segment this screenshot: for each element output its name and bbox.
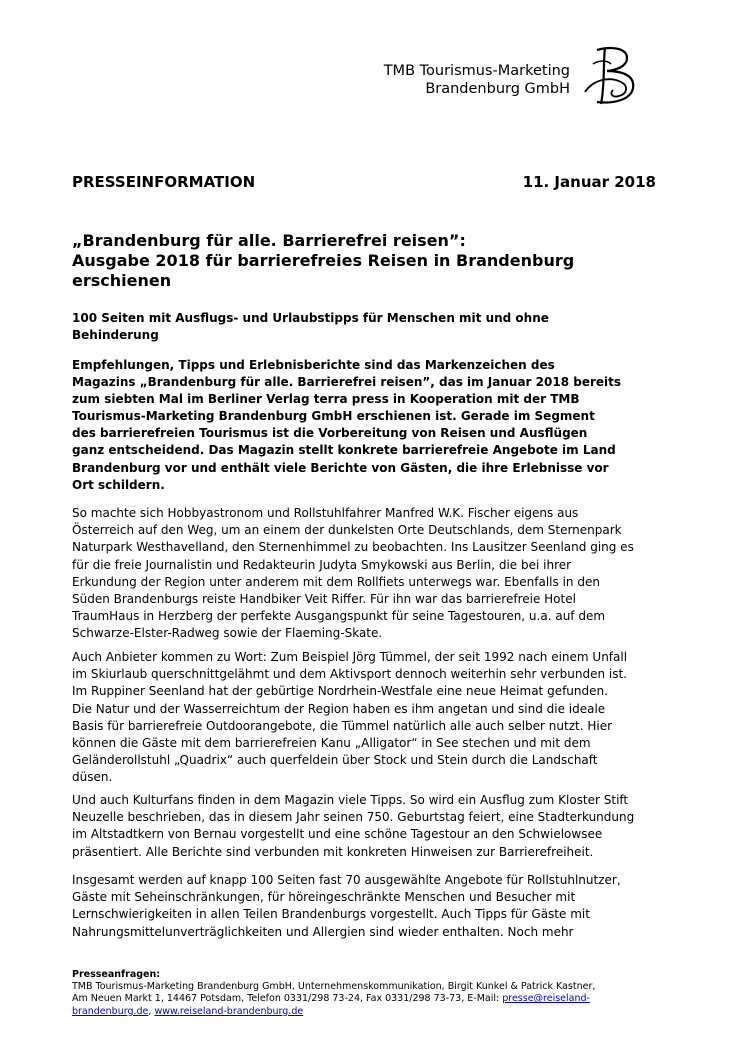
paragraph-line: Basis für barrierefreie Outdoorangebote, die Tümmel natürlich alle auch selber nutzt. Hier: [72, 718, 613, 733]
lead-line: Brandenburg vor und enthält viele Berichte von Gästen, die ihre Erlebnisse vor: [72, 460, 609, 475]
contact-address-text: Am Neuen Markt 1, 14467 Potsdam, Telefon 0331/298 73-24, Fax 0331/298 73-73, E-Mail:: [72, 993, 503, 1005]
press-date: 11. Januar 2018: [522, 173, 656, 191]
org-line-1: TMB Tourismus-Marketing: [383, 63, 570, 79]
headline-line: erschienen: [72, 271, 172, 290]
paragraph-line: präsentiert. Alle Berichte sind verbunden mit konkreten Hinweisen zur Barrierefreiheit.: [72, 844, 594, 859]
paragraph-line: Die Natur und der Wasserreichtum der Region haben es ihm angetan und sind die ideale: [72, 701, 606, 716]
paragraph-line: Und auch Kulturfans finden in dem Magazin viele Tipps. So wird ein Ausflug zum Kloster Stift: [72, 793, 629, 807]
press-contact-line: TMB Tourismus-Marketing Brandenburg GmbH, Unternehmenskommunikation, Birgit Kunkel & Patrick Kastner,: [72, 981, 596, 993]
press-contact-line: [72, 1006, 662, 1018]
paragraph-line: Neuzelle beschrieben, das in diesem Jahr seinen 750. Geburtstag feiert, eine Stadterkundung: [72, 810, 635, 825]
paragraph-line: Nahrungsmittelunverträglichkeiten und Allergien sind wieder enthalten. Noch mehr: [72, 924, 574, 939]
lead-line: Tourismus-Marketing Brandenburg GmbH erschienen ist. Gerade im Segment: [72, 409, 595, 424]
paragraph-line: Geländerollstuhl „Quadrix“ auch querfeldein über Stock und Stein durch die Landschaft: [72, 753, 598, 768]
subheadline: [72, 310, 612, 344]
paragraph-line: Auch Anbieter kommen zu Wort: Zum Beispiel Jörg Tümmel, der seit 1992 nach einem Unfall: [72, 650, 628, 664]
headline: [72, 231, 592, 291]
paragraph-line: Im Ruppiner Seenland hat der gebürtige Nordrhein-Westfale eine neue Heimat gefunden.: [72, 684, 608, 699]
press-contact-footer: [72, 969, 662, 1018]
subhead-line: Behinderung: [72, 328, 159, 342]
paragraph-line: düsen.: [72, 770, 113, 785]
headline-line: Ausgabe 2018 für barrierefreies Reisen in Brandenburg: [72, 251, 575, 270]
paragraph-line: können die Gäste mit dem barrierefreien Kanu „Alligator“ in See stechen und mit dem: [72, 736, 591, 751]
lead-paragraph: [72, 357, 656, 494]
paragraph-line: im Skiurlaub querschnittgelähmt und dem Aktivsport dennoch weiterhin sehr verbunden ist.: [72, 667, 627, 682]
paragraph-line: Naturpark Westhavelland, den Sternenhimmel zu beobachten. Ins Lausitzer Seenland ging es: [72, 540, 634, 555]
lead-line: ganz entscheidend. Das Magazin stellt konkrete barrierefreie Angebote im Land: [72, 443, 616, 458]
paragraph-line: Lernschwierigkeiten in allen Teilen Brandenburgs vorgestellt. Auch Tipps für Gäste mit: [72, 907, 590, 922]
paragraph-line: Süden Brandenburgs reiste Handbiker Veit Riffer. Für ihn war das barrierefreie Hotel: [72, 592, 576, 607]
press-contact-label: Presseanfragen:: [72, 969, 161, 980]
paragraph-line: im Altstadtkern von Bernau vorgestellt und eine schöne Tagestour an den Schwielowsee: [72, 827, 603, 842]
website-link[interactable]: www.reiseland-brandenburg.de: [154, 1005, 304, 1017]
paragraph-line: Österreich auf den Weg, um an einem der dunkelsten Orte Deutschlands, dem Sternenpark: [72, 523, 622, 538]
paragraph-line: Insgesamt werden auf knapp 100 Seiten fast 70 ausgewählte Angebote für Rollstuhlnutzer,: [72, 873, 621, 887]
subhead-line: 100 Seiten mit Ausflugs- und Urlaubstipps für Menschen mit und ohne: [72, 311, 549, 325]
lead-line: Empfehlungen, Tipps und Erlebnisberichte sind das Markenzeichen des: [72, 358, 555, 372]
press-contact-line: [72, 993, 662, 1005]
lead-line: des barrierefreien Tourismus ist die Vorbereitung von Reisen und Ausflügen: [72, 426, 588, 441]
org-line-2: Brandenburg GmbH: [425, 81, 570, 97]
brandenburg-b-logo: [583, 44, 643, 108]
paragraph-line: So machte sich Hobbyastronom und Rollstuhlfahrer Manfred W.K. Fischer eigens aus: [72, 506, 579, 520]
paragraph-line: für die freie Journalistin und Redakteurin Judyta Smykowski aus Berlin, die bei ihrer: [72, 557, 572, 572]
link-separator: ,: [148, 1005, 155, 1017]
press-info-row: [72, 173, 656, 191]
headline-line: „Brandenburg für alle. Barrierefrei reisen”:: [72, 231, 466, 250]
body-paragraph-3: [72, 792, 656, 861]
body-paragraph-2: [72, 649, 656, 787]
lead-line: Ort schildern.: [72, 477, 165, 492]
lead-line: Magazins „Brandenburg für alle. Barrierefrei reisen”, das im Januar 2018 bereits: [72, 375, 621, 390]
organization-name: [384, 62, 570, 98]
email-link[interactable]: presse@reiseland-: [502, 993, 590, 1005]
paragraph-line: Schwarze-Elster-Radweg sowie der Flaeming-Skate.: [72, 626, 383, 641]
body-paragraph-1: [72, 505, 656, 643]
paragraph-line: Erkundung der Region unter anderem mit dem Rollfiets unterwegs war. Ebenfalls in den: [72, 574, 600, 589]
body-paragraph-4: [72, 872, 656, 941]
paragraph-line: Gäste mit Seheinschränkungen, für höreingeschränkte Menschen und Besucher mit: [72, 890, 576, 905]
email-link-continued[interactable]: brandenburg.de: [72, 1005, 149, 1017]
paragraph-line: TraumHaus in Herzberg der perfekte Ausgangspunkt für seine Tagestouren, u.a. auf dem: [72, 609, 606, 624]
press-label: PRESSEINFORMATION: [72, 173, 256, 191]
lead-line: zum siebten Mal im Berliner Verlag terra press in Kooperation mit der TMB: [72, 392, 580, 407]
